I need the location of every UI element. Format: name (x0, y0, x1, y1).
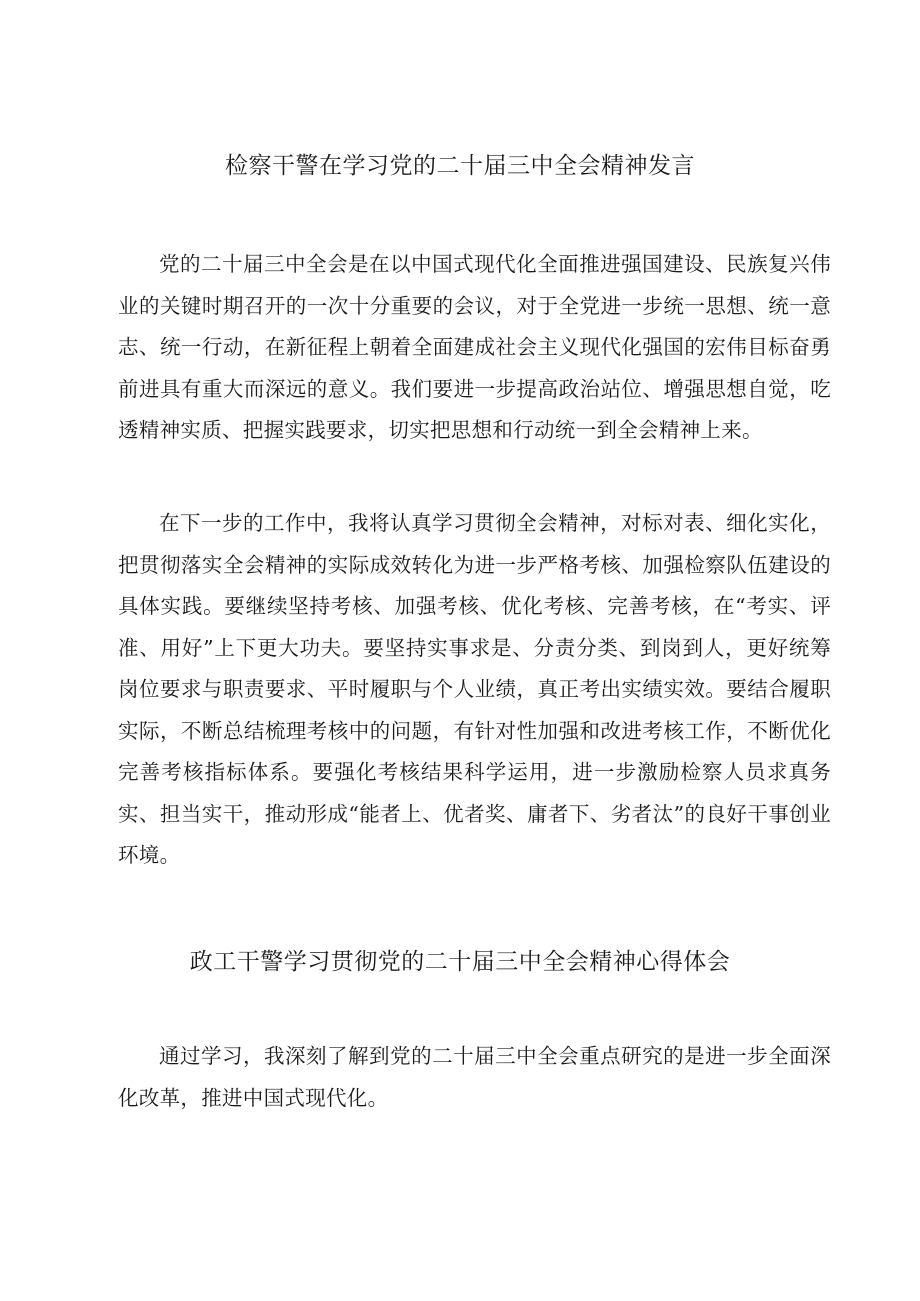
section-1-title: 检察干警在学习党的二十届三中全会精神发言 (225, 153, 695, 179)
section-2-title: 政工干警学习贯彻党的二十届三中全会精神心得体会 (189, 949, 731, 975)
section-1-paragraph-2: 在下一步的工作中，我将认真学习贯彻全会精神，对标对表、细化实化，把贯彻落实全会精神的实际成效转化为进一步严格考核、加强检察队伍建设的具体实践。要继续坚持考核、加强考核、优化考核、完善考核，在“考实、评准、用好”上下更大功夫。要坚持实事求是、分责分类、到岗到人，更好统筹岗位要求与职责要求、平时履职与个人业绩，真正考出实绩实效。要结合履职实际，不断总结梳理考核中的问题，有针对性加强和改进考核工作，不断优化完善考核指标体系。要强化考核结果科学运用，进一步激励检察人员求真务实、担当实干，推动形成“能者上、优者奖、庸者下、劣者汰”的良好干事创业环境。 (118, 511, 831, 867)
section-1-paragraph-1: 党的二十届三中全会是在以中国式现代化全面推进强国建设、民族复兴伟业的关键时期召开的一次十分重要的会议，对于全党进一步统一思想、统一意志、统一行动，在新征程上朝着全面建成社会主义现代化强国的宏伟目标奋勇前进具有重大而深远的意义。我们要进一步提高政治站位、增强思想自觉，吃透精神实质、把握实践要求，切实把思想和行动统一到全会精神上来。 (118, 252, 831, 442)
section-2-paragraph-1: 通过学习，我深刻了解到党的二十届三中全会重点研究的是进一步全面深化改革，推进中国式现代化。 (118, 1044, 831, 1110)
